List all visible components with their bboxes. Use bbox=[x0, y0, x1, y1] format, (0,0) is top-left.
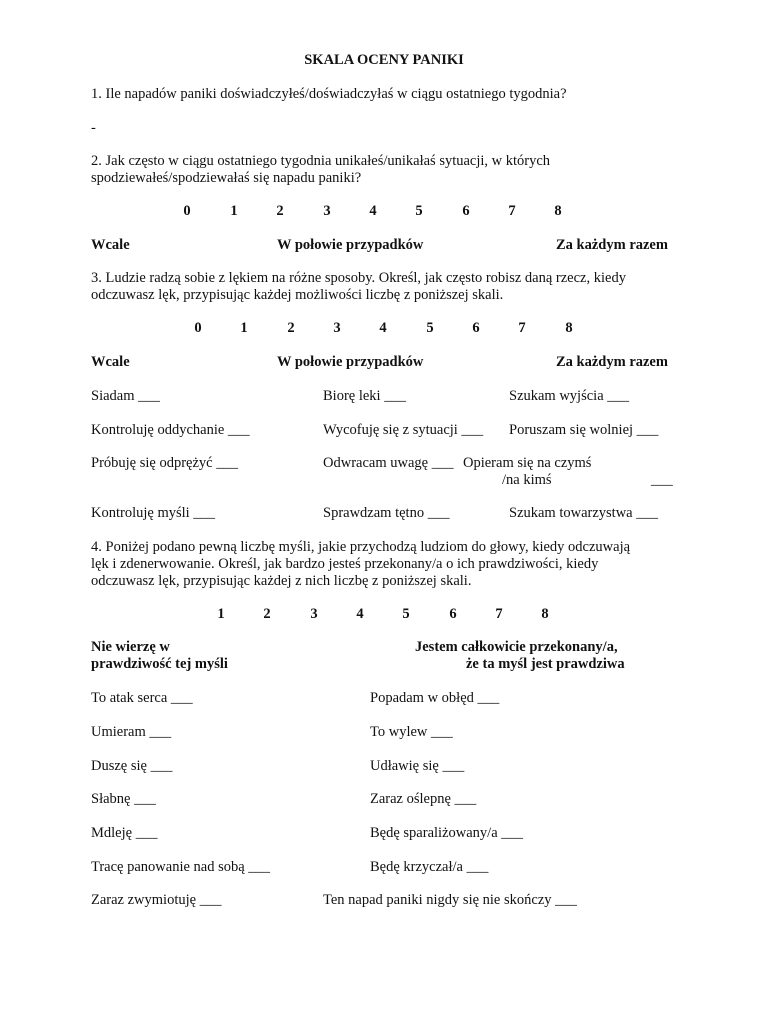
scale-number: 2 bbox=[263, 606, 271, 622]
thought-item: Udławię się ___ bbox=[370, 758, 465, 774]
scale-number: 8 bbox=[541, 606, 549, 622]
scale-number: 5 bbox=[402, 606, 410, 622]
scale-number: 3 bbox=[310, 606, 318, 622]
scale-number: 6 bbox=[449, 606, 457, 622]
thought-item: Duszę się ___ bbox=[91, 758, 173, 774]
scale-number: 0 bbox=[183, 203, 191, 219]
thought-item: Zaraz zwymiotuję ___ bbox=[91, 892, 222, 908]
scale-number: 7 bbox=[495, 606, 503, 622]
question-2-text-line-1: 2. Jak często w ciągu ostatniego tygodnia unikałeś/unikałaś sytuacji, w których bbox=[91, 153, 551, 169]
question-4-scale bbox=[0, 606, 768, 624]
thought-item: To wylew ___ bbox=[370, 724, 453, 740]
scale-number: 4 bbox=[369, 203, 377, 219]
question-4-text-line-1: 4. Poniżej podano pewną liczbę myśli, jakie przychodzą ludziom do głowy, kiedy odczuwają bbox=[91, 539, 631, 555]
coping-item: Sprawdzam tętno ___ bbox=[323, 505, 450, 521]
scale-number: 2 bbox=[287, 320, 295, 336]
coping-item: /na kimś bbox=[502, 472, 552, 488]
question-2-anchor-mid: W połowie przypadków bbox=[277, 237, 424, 253]
thought-item: Tracę panowanie nad sobą ___ bbox=[91, 859, 271, 875]
thought-item: Popadam w obłęd ___ bbox=[370, 690, 500, 706]
coping-item: Wycofuję się z sytuacji ___ bbox=[323, 422, 484, 438]
question-2-anchor-right: Za każdym razem bbox=[556, 237, 668, 253]
scale-number: 5 bbox=[415, 203, 423, 219]
coping-item: Kontroluję myśli ___ bbox=[91, 505, 216, 521]
thought-item: Ten napad paniki nigdy się nie skończy ___ bbox=[323, 892, 577, 908]
scale-number: 6 bbox=[472, 320, 480, 336]
coping-item: Biorę leki ___ bbox=[323, 388, 406, 404]
scale-number: 1 bbox=[240, 320, 248, 336]
scale-number: 8 bbox=[565, 320, 573, 336]
question-2-scale bbox=[0, 203, 768, 221]
question-2-anchor-left: Wcale bbox=[91, 237, 130, 253]
question-2-text-line-2: spodziewałeś/spodziewałaś się napadu paniki? bbox=[91, 170, 362, 186]
question-3-anchor-right: Za każdym razem bbox=[556, 354, 668, 370]
question-4-anchor-right-line-2: że ta myśl jest prawdziwa bbox=[466, 656, 625, 672]
question-3-text-line-1: 3. Ludzie radzą sobie z lękiem na różne sposoby. Określ, jak często robisz daną rzecz, kiedy bbox=[91, 270, 626, 286]
scale-number: 7 bbox=[508, 203, 516, 219]
scale-number: 1 bbox=[217, 606, 225, 622]
coping-item: Szukam towarzystwa ___ bbox=[509, 505, 658, 521]
thought-item: Zaraz oślepnę ___ bbox=[370, 791, 477, 807]
scale-number: 0 bbox=[194, 320, 202, 336]
scale-number: 8 bbox=[554, 203, 562, 219]
thought-item: Będę sparaliżowany/a ___ bbox=[370, 825, 524, 841]
thought-item: Słabnę ___ bbox=[91, 791, 156, 807]
coping-item: Szukam wyjścia ___ bbox=[509, 388, 630, 404]
scale-number: 3 bbox=[323, 203, 331, 219]
thought-item: To atak serca ___ bbox=[91, 690, 193, 706]
scale-number: 6 bbox=[462, 203, 470, 219]
coping-item: Opieram się na czymś bbox=[463, 455, 592, 471]
coping-item: Kontroluję oddychanie ___ bbox=[91, 422, 250, 438]
coping-item: Próbuję się odprężyć ___ bbox=[91, 455, 238, 471]
question-3-anchor-mid: W połowie przypadków bbox=[277, 354, 424, 370]
scale-number: 2 bbox=[276, 203, 284, 219]
coping-item-blank: ___ bbox=[651, 472, 673, 488]
question-4-anchor-left-line-2: prawdziwość tej myśli bbox=[91, 656, 228, 672]
question-1-text: 1. Ile napadów paniki doświadczyłeś/doświadczyłaś w ciągu ostatniego tygodnia? bbox=[91, 86, 567, 102]
thought-item: Umieram ___ bbox=[91, 724, 172, 740]
question-3-anchor-left: Wcale bbox=[91, 354, 130, 370]
question-4-text-line-3: odczuwasz lęk, przypisując każdej z nich liczbę z poniższej skali. bbox=[91, 573, 472, 589]
scale-number: 4 bbox=[379, 320, 387, 336]
question-1-answer: - bbox=[91, 120, 96, 136]
question-4-anchor-right-line-1: Jestem całkowicie przekonany/a, bbox=[415, 639, 618, 655]
question-4-text-line-2: lęk i zdenerwowanie. Określ, jak bardzo jesteś przekonany/a o ich prawdziwości, kiedy bbox=[91, 556, 599, 572]
scale-number: 3 bbox=[333, 320, 341, 336]
coping-item: Siadam ___ bbox=[91, 388, 160, 404]
coping-item: Poruszam się wolniej ___ bbox=[509, 422, 659, 438]
scale-number: 5 bbox=[426, 320, 434, 336]
thought-item: Będę krzyczał/a ___ bbox=[370, 859, 489, 875]
coping-item: Odwracam uwagę ___ bbox=[323, 455, 454, 471]
thought-item: Mdleję ___ bbox=[91, 825, 158, 841]
scale-number: 1 bbox=[230, 203, 238, 219]
question-4-anchor-left-line-1: Nie wierzę w bbox=[91, 639, 170, 655]
question-3-text-line-2: odczuwasz lęk, przypisując każdej możliwości liczbę z poniższej skali. bbox=[91, 287, 504, 303]
question-3-scale bbox=[0, 320, 768, 338]
scale-number: 7 bbox=[518, 320, 526, 336]
scale-number: 4 bbox=[356, 606, 364, 622]
document-title: SKALA OCENY PANIKI bbox=[304, 52, 464, 68]
